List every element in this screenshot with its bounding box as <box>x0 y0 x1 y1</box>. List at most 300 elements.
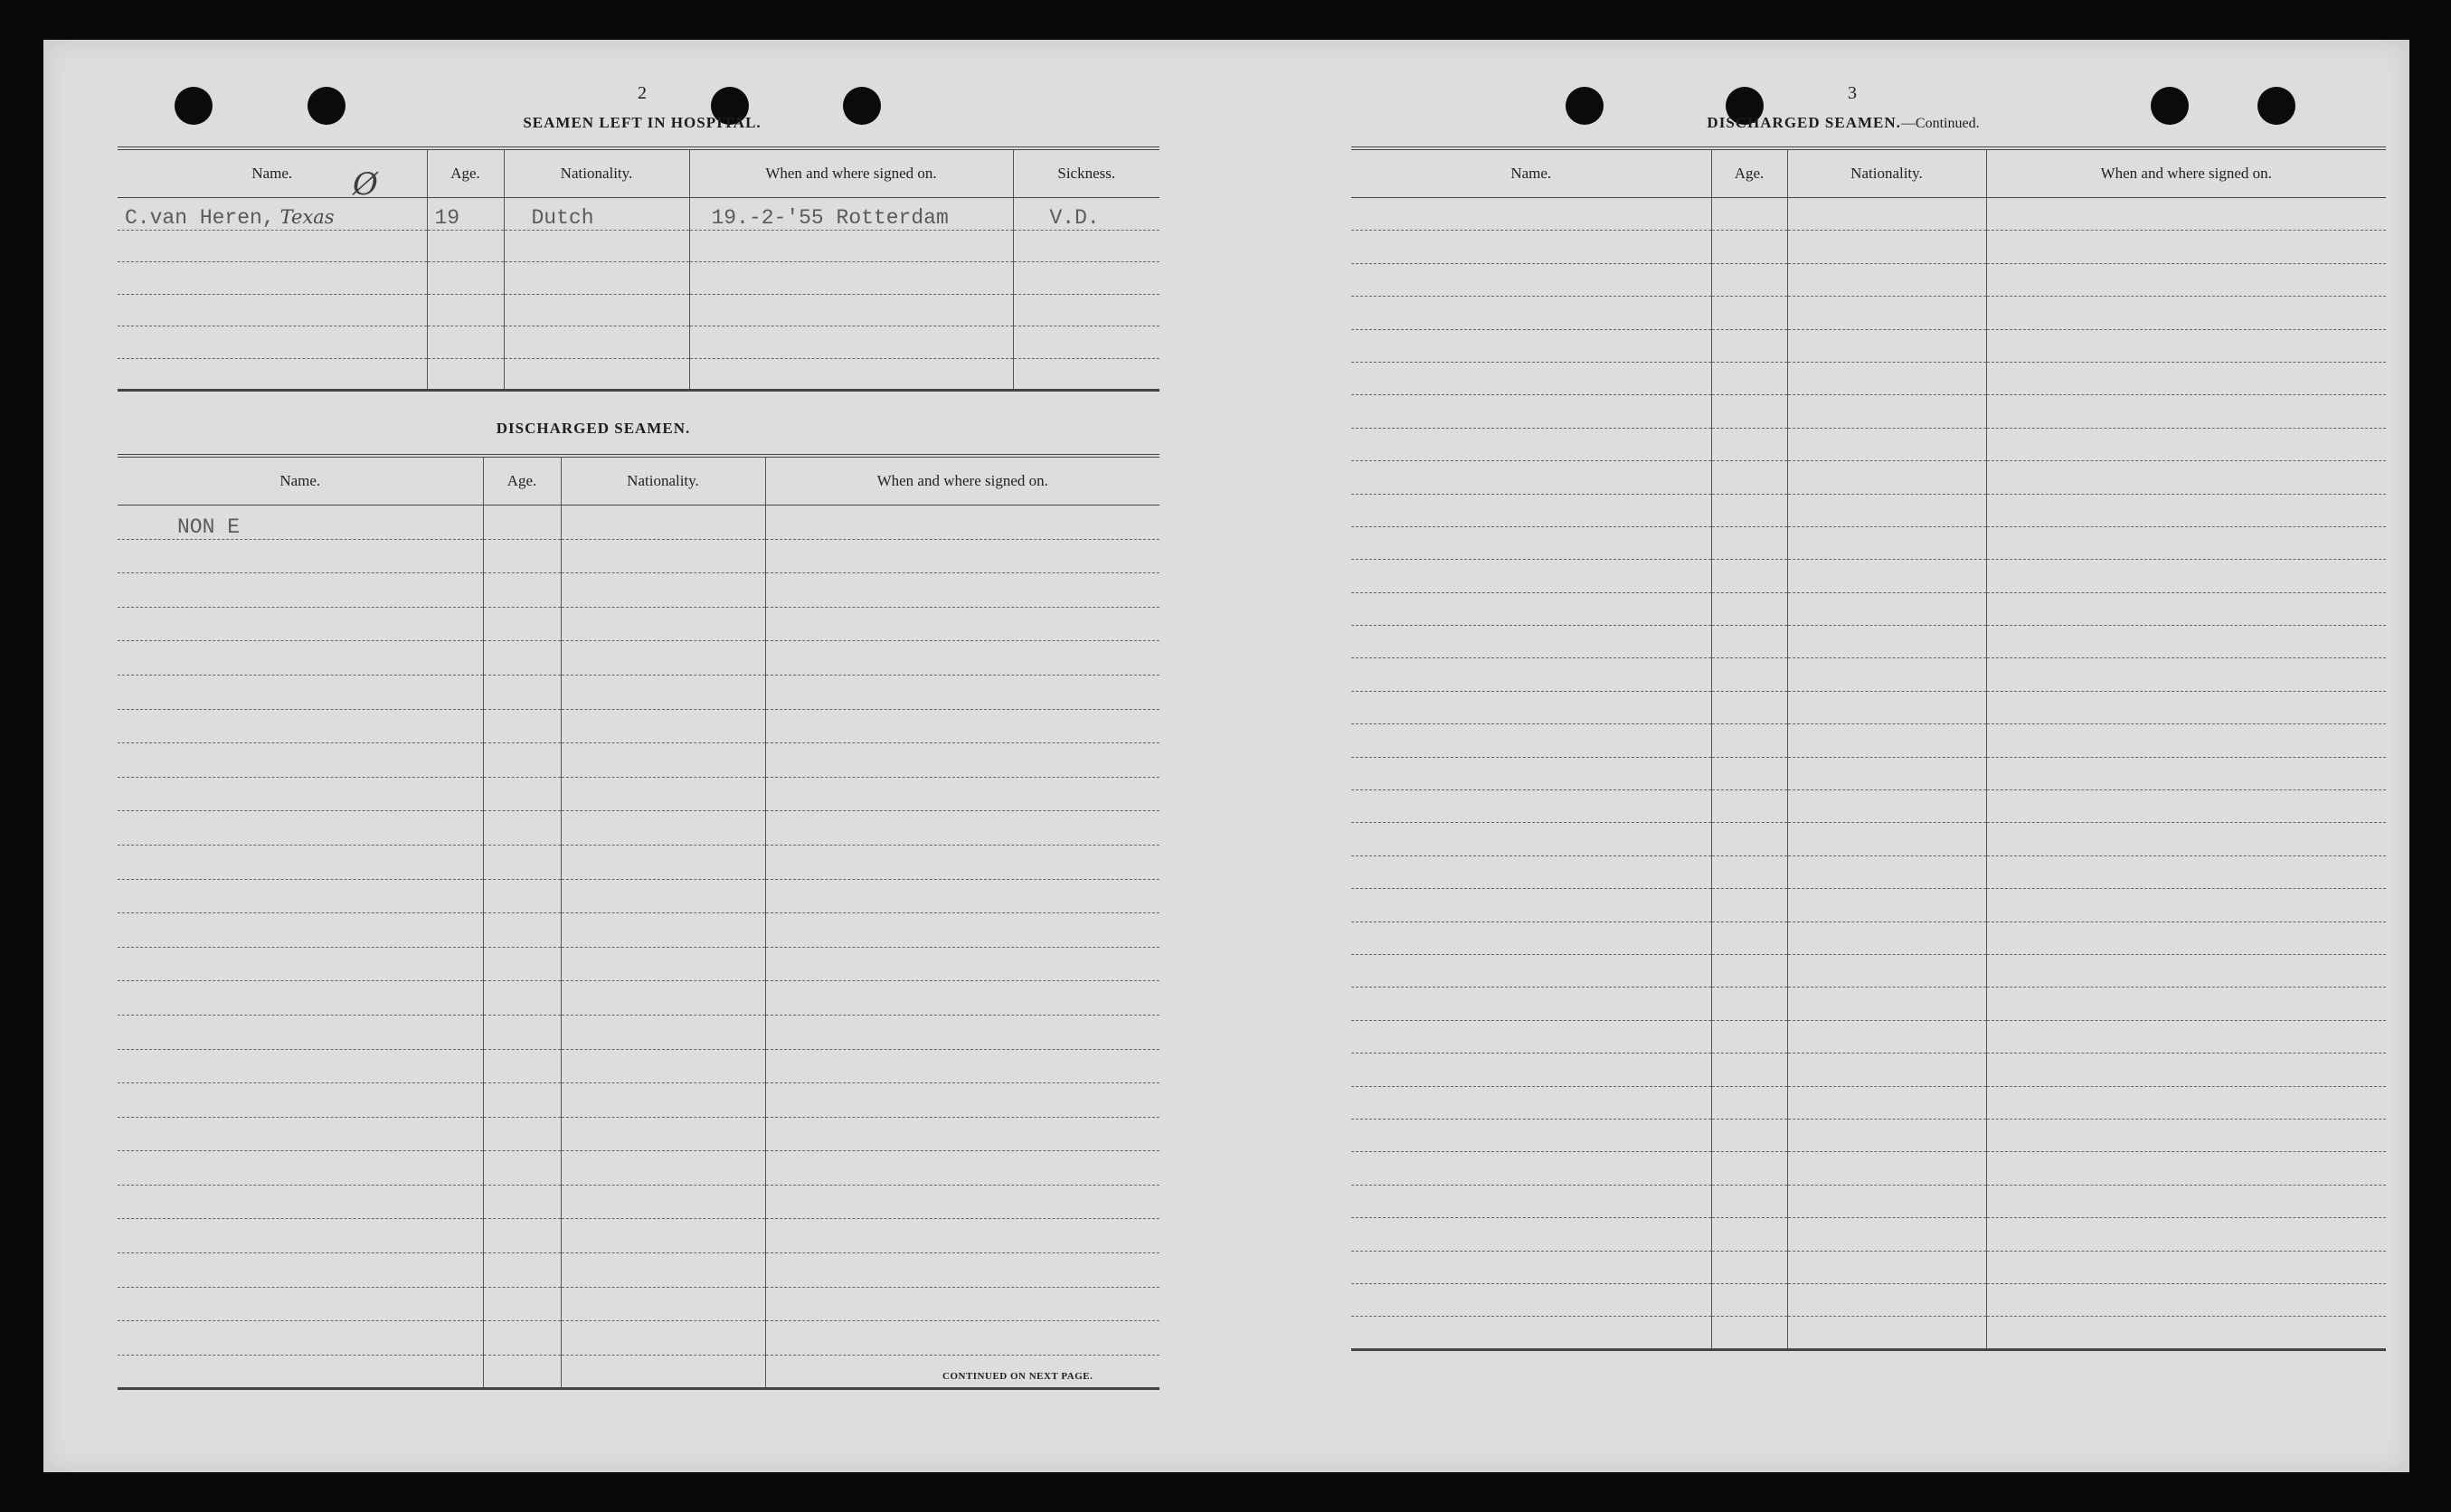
seaman-nationality <box>561 845 765 879</box>
seaman-signed-on <box>765 709 1159 743</box>
seaman-name <box>118 1117 483 1151</box>
seaman-nationality <box>561 1117 765 1151</box>
seaman-age <box>483 1219 561 1253</box>
seaman-signed-on <box>689 358 1013 391</box>
seaman-age <box>1711 855 1787 888</box>
seaman-name <box>118 1083 483 1118</box>
right-page <box>1226 40 2409 1472</box>
seaman-nationality <box>1787 889 1986 921</box>
seaman-nationality <box>561 539 765 573</box>
table-row <box>118 743 1159 778</box>
seaman-nationality <box>1787 1020 1986 1053</box>
seaman-signed-on <box>765 1083 1159 1118</box>
seaman-signed-on <box>1986 1054 2386 1086</box>
table-row <box>1351 428 2386 460</box>
table-row <box>1351 1152 2386 1185</box>
column-header-name: Name. <box>118 456 483 506</box>
seaman-age <box>1711 428 1787 460</box>
seaman-name <box>118 230 427 262</box>
seaman-name <box>118 1219 483 1253</box>
seaman-age <box>1711 1251 1787 1283</box>
seaman-nationality <box>1787 263 1986 296</box>
seaman-signed-on <box>1986 494 2386 526</box>
seaman-nationality <box>561 1151 765 1186</box>
table-row <box>1351 855 2386 888</box>
seaman-name <box>118 743 483 778</box>
seaman-nationality <box>1787 1152 1986 1185</box>
seaman-nationality <box>561 777 765 811</box>
seaman-signed-on <box>1986 1283 2386 1316</box>
table-row <box>118 358 1159 391</box>
table-row <box>1351 757 2386 789</box>
seaman-name <box>1351 1020 1711 1053</box>
table-row <box>118 1117 1159 1151</box>
column-header-nationality: Nationality. <box>561 456 765 506</box>
seaman-nationality <box>1787 461 1986 494</box>
seaman-name <box>118 1321 483 1356</box>
seaman-age <box>1711 691 1787 723</box>
seaman-sickness <box>1013 326 1159 359</box>
seaman-age <box>483 947 561 981</box>
seaman-age <box>1711 526 1787 559</box>
column-header-age: Age. <box>427 148 504 198</box>
column-header-sickness: Sickness. <box>1013 148 1159 198</box>
table-row <box>1351 954 2386 987</box>
seaman-nationality <box>1787 658 1986 691</box>
seaman-name <box>118 198 427 231</box>
seaman-name <box>1351 494 1711 526</box>
seaman-nationality <box>1787 790 1986 823</box>
seaman-signed-on <box>1986 724 2386 757</box>
seaman-signed-on <box>765 981 1159 1016</box>
table-row <box>1351 1283 2386 1316</box>
seaman-age <box>483 641 561 676</box>
seaman-age <box>483 879 561 913</box>
seaman-age <box>427 230 504 262</box>
seaman-signed-on <box>1986 560 2386 592</box>
table-row <box>118 1287 1159 1321</box>
seaman-name <box>1351 428 1711 460</box>
seaman-nationality <box>1787 526 1986 559</box>
table-row <box>1351 1054 2386 1086</box>
seaman-age <box>1711 329 1787 362</box>
column-header-name: Name. <box>1351 148 1711 198</box>
seaman-nationality <box>1787 626 1986 658</box>
table-row <box>1351 1020 2386 1053</box>
seaman-signed-on <box>1986 1152 2386 1185</box>
table-row <box>1351 1251 2386 1283</box>
seaman-nationality <box>561 641 765 676</box>
seaman-signed-on <box>765 506 1159 540</box>
seaman-signed-on <box>765 1117 1159 1151</box>
continued-note: CONTINUED ON NEXT PAGE. <box>942 1371 1093 1382</box>
seaman-nationality <box>1787 823 1986 855</box>
seaman-age <box>1711 1086 1787 1119</box>
seaman-signed-on <box>1986 1119 2386 1151</box>
seaman-signed-on <box>765 811 1159 846</box>
seaman-signed-on <box>765 947 1159 981</box>
table-row <box>118 262 1159 295</box>
seaman-age <box>483 981 561 1016</box>
seaman-nationality <box>1787 231 1986 263</box>
seaman-signed-on <box>1986 626 2386 658</box>
table-row <box>118 1185 1159 1219</box>
table-row <box>118 1321 1159 1356</box>
seaman-age <box>1711 724 1787 757</box>
seaman-nationality <box>1787 560 1986 592</box>
discharged-table <box>118 454 1159 1390</box>
seaman-age <box>1711 461 1787 494</box>
punch-hole <box>175 87 213 125</box>
seaman-signed-on <box>1986 297 2386 329</box>
seaman-name <box>1351 790 1711 823</box>
seaman-nationality <box>561 1015 765 1049</box>
seaman-name <box>118 981 483 1016</box>
seaman-name <box>1351 1185 1711 1217</box>
table-row <box>1351 626 2386 658</box>
table-row <box>118 641 1159 676</box>
seaman-name <box>118 607 483 641</box>
seaman-age <box>1711 1119 1787 1151</box>
table-row <box>1351 198 2386 231</box>
seaman-signed-on <box>1986 954 2386 987</box>
seaman-age <box>1711 395 1787 428</box>
seaman-name <box>1351 297 1711 329</box>
seaman-signed-on <box>1986 691 2386 723</box>
seaman-nationality: Dutch <box>504 198 689 231</box>
seaman-signed-on <box>1986 263 2386 296</box>
seaman-nationality <box>1787 1119 1986 1151</box>
seaman-nationality <box>1787 757 1986 789</box>
seaman-signed-on <box>1986 1251 2386 1283</box>
seaman-nationality <box>504 262 689 295</box>
seaman-age <box>1711 626 1787 658</box>
seaman-name <box>118 1355 483 1389</box>
manifest-sheet <box>43 40 2409 1472</box>
seaman-nationality <box>1787 1218 1986 1251</box>
seaman-nationality <box>561 947 765 981</box>
table-row <box>118 913 1159 948</box>
seaman-nationality <box>504 326 689 359</box>
seaman-signed-on <box>1986 889 2386 921</box>
seaman-signed-on <box>1986 1086 2386 1119</box>
column-header-nationality: Nationality. <box>1787 148 1986 198</box>
seaman-age <box>483 1117 561 1151</box>
seaman-signed-on <box>1986 329 2386 362</box>
hospital-table <box>118 146 1159 392</box>
seaman-name <box>118 1049 483 1083</box>
seaman-sickness <box>1013 230 1159 262</box>
seaman-age <box>427 358 504 391</box>
table-row <box>1351 231 2386 263</box>
seaman-name <box>1351 691 1711 723</box>
seaman-name <box>118 1185 483 1219</box>
seaman-name <box>118 573 483 608</box>
table-row <box>1351 691 2386 723</box>
seaman-signed-on: 19.-2-'55 Rotterdam <box>689 198 1013 231</box>
table-row <box>118 879 1159 913</box>
seaman-name <box>1351 855 1711 888</box>
seaman-name <box>1351 889 1711 921</box>
seaman-name <box>118 913 483 948</box>
seaman-signed-on <box>765 845 1159 879</box>
table-row <box>118 1015 1159 1049</box>
seaman-age <box>483 709 561 743</box>
seaman-signed-on <box>1986 658 2386 691</box>
seaman-name <box>1351 263 1711 296</box>
table-row <box>1351 921 2386 954</box>
seaman-age <box>483 845 561 879</box>
seaman-age <box>483 913 561 948</box>
seaman-name <box>1351 592 1711 625</box>
seaman-age <box>483 777 561 811</box>
seaman-name <box>1351 1317 1711 1349</box>
seaman-sickness: V.D. <box>1013 198 1159 231</box>
seaman-age <box>1711 297 1787 329</box>
seaman-age <box>483 1185 561 1219</box>
seaman-age <box>427 294 504 326</box>
seaman-name <box>1351 329 1711 362</box>
seaman-age <box>1711 1185 1787 1217</box>
seaman-signed-on <box>1986 855 2386 888</box>
seaman-signed-on <box>1986 461 2386 494</box>
seaman-name <box>1351 1152 1711 1185</box>
seaman-nationality <box>1787 395 1986 428</box>
seaman-age <box>483 675 561 709</box>
seaman-signed-on <box>1986 988 2386 1020</box>
seaman-age <box>1711 921 1787 954</box>
seaman-name <box>1351 954 1711 987</box>
table-row <box>1351 329 2386 362</box>
seaman-signed-on <box>765 539 1159 573</box>
seaman-name <box>1351 362 1711 394</box>
table-header <box>118 456 1159 506</box>
seaman-name <box>1351 461 1711 494</box>
table-row <box>1351 724 2386 757</box>
seaman-sickness <box>1013 294 1159 326</box>
seaman-sickness <box>1013 358 1159 391</box>
seaman-nationality <box>504 358 689 391</box>
seaman-nationality <box>561 743 765 778</box>
seaman-name <box>1351 921 1711 954</box>
seaman-nationality <box>561 1253 765 1288</box>
table-row <box>118 777 1159 811</box>
seaman-name <box>118 326 427 359</box>
table-row <box>118 675 1159 709</box>
table-row <box>1351 889 2386 921</box>
seaman-name <box>118 262 427 295</box>
seaman-nationality <box>1787 724 1986 757</box>
column-header-name: Name. <box>118 148 427 198</box>
seaman-age <box>1711 560 1787 592</box>
seaman-signed-on <box>689 262 1013 295</box>
seaman-name <box>1351 1086 1711 1119</box>
seaman-nationality <box>1787 1185 1986 1217</box>
seaman-signed-on <box>765 913 1159 948</box>
table-row <box>1351 560 2386 592</box>
punch-hole <box>308 87 345 125</box>
seaman-signed-on <box>1986 921 2386 954</box>
table-row <box>1351 1218 2386 1251</box>
table-row <box>118 294 1159 326</box>
left-page <box>43 40 1226 1472</box>
seaman-nationality <box>1787 297 1986 329</box>
seaman-age <box>483 1321 561 1356</box>
seaman-nationality <box>504 230 689 262</box>
seaman-nationality <box>1787 428 1986 460</box>
seaman-signed-on <box>765 1185 1159 1219</box>
table-row <box>1351 790 2386 823</box>
seaman-age <box>1711 1020 1787 1053</box>
seaman-nationality <box>561 573 765 608</box>
seaman-signed-on <box>1986 526 2386 559</box>
seaman-name <box>118 1287 483 1321</box>
seaman-age <box>1711 263 1787 296</box>
table-row <box>1351 1185 2386 1217</box>
seaman-nationality <box>1787 1317 1986 1349</box>
table-row <box>1351 297 2386 329</box>
seaman-age <box>483 539 561 573</box>
seaman-age <box>1711 988 1787 1020</box>
seaman-signed-on <box>765 1253 1159 1288</box>
table-row <box>118 947 1159 981</box>
seaman-age <box>1711 494 1787 526</box>
seaman-nationality <box>561 709 765 743</box>
seaman-age: 19 <box>427 198 504 231</box>
table-row <box>118 709 1159 743</box>
seaman-age <box>1711 1054 1787 1086</box>
seaman-name <box>118 777 483 811</box>
seaman-nationality <box>504 294 689 326</box>
seaman-signed-on <box>1986 823 2386 855</box>
continued-suffix: —Continued. <box>1900 116 1980 131</box>
table-row <box>118 811 1159 846</box>
seaman-signed-on <box>1986 428 2386 460</box>
column-header-age: Age. <box>483 456 561 506</box>
seaman-signed-on <box>765 879 1159 913</box>
seaman-name <box>118 1253 483 1288</box>
seaman-name <box>118 675 483 709</box>
seaman-nationality <box>561 1321 765 1356</box>
seaman-nationality <box>561 506 765 540</box>
table-row <box>1351 988 2386 1020</box>
seaman-name <box>1351 658 1711 691</box>
seaman-age <box>483 743 561 778</box>
seaman-signed-on <box>765 1321 1159 1356</box>
column-header-nationality: Nationality. <box>504 148 689 198</box>
table-row <box>1351 823 2386 855</box>
seaman-nationality <box>561 1049 765 1083</box>
seaman-age <box>483 1287 561 1321</box>
table-row <box>1351 395 2386 428</box>
seaman-nationality <box>561 1185 765 1219</box>
seaman-age <box>427 262 504 295</box>
table-row <box>1351 494 2386 526</box>
seaman-name <box>118 539 483 573</box>
seaman-nationality <box>1787 1054 1986 1086</box>
seaman-name: NON E <box>118 506 483 540</box>
seaman-name <box>118 1015 483 1049</box>
seaman-name <box>118 845 483 879</box>
seaman-signed-on <box>1986 790 2386 823</box>
table-row <box>1351 658 2386 691</box>
table-row <box>1351 592 2386 625</box>
seaman-age <box>1711 198 1787 231</box>
seaman-age <box>483 1015 561 1049</box>
seaman-age <box>483 1355 561 1389</box>
seaman-age <box>1711 658 1787 691</box>
seaman-age <box>483 506 561 540</box>
seaman-nationality <box>1787 1251 1986 1283</box>
seaman-sickness <box>1013 262 1159 295</box>
table-row <box>1351 1317 2386 1349</box>
seaman-age <box>1711 823 1787 855</box>
seaman-signed-on <box>765 1151 1159 1186</box>
table-row <box>118 607 1159 641</box>
seaman-nationality <box>1787 954 1986 987</box>
seaman-age <box>483 1083 561 1118</box>
seaman-signed-on <box>1986 1317 2386 1349</box>
seaman-nationality <box>1787 1086 1986 1119</box>
table-row <box>118 506 1159 540</box>
seaman-signed-on <box>1986 395 2386 428</box>
seaman-age <box>1711 362 1787 394</box>
column-header-age: Age. <box>1711 148 1787 198</box>
seaman-nationality <box>561 1287 765 1321</box>
table-header <box>1351 148 2386 198</box>
seaman-signed-on <box>1986 198 2386 231</box>
seaman-nationality <box>561 675 765 709</box>
page-number: 2 <box>638 83 647 103</box>
seaman-name <box>118 709 483 743</box>
page-number: 3 <box>1848 83 1857 103</box>
seaman-age <box>1711 954 1787 987</box>
table-row <box>118 1253 1159 1288</box>
punch-hole <box>843 87 881 125</box>
seaman-name <box>1351 198 1711 231</box>
seaman-signed-on <box>765 1015 1159 1049</box>
seaman-name <box>1351 626 1711 658</box>
seaman-signed-on <box>765 743 1159 778</box>
seaman-nationality <box>1787 691 1986 723</box>
seaman-signed-on <box>765 573 1159 608</box>
seaman-nationality <box>561 607 765 641</box>
seaman-name <box>1351 1119 1711 1151</box>
seaman-name <box>1351 757 1711 789</box>
seaman-age <box>483 607 561 641</box>
seaman-name <box>118 879 483 913</box>
discharged-continued-title-text: DISCHARGED SEAMEN. <box>1707 114 1901 131</box>
table-row <box>118 1219 1159 1253</box>
seaman-nationality <box>1787 329 1986 362</box>
seaman-nationality <box>561 981 765 1016</box>
table-row <box>1351 362 2386 394</box>
punch-hole <box>2257 87 2295 125</box>
seaman-nationality <box>561 1083 765 1118</box>
seaman-name <box>1351 1054 1711 1086</box>
seaman-signed-on <box>689 326 1013 359</box>
seaman-name <box>1351 395 1711 428</box>
seaman-nationality <box>1787 1283 1986 1316</box>
seaman-nationality <box>561 1219 765 1253</box>
discharged-continued-title <box>1653 114 2033 132</box>
seaman-nationality <box>561 1355 765 1389</box>
table-header <box>118 148 1159 198</box>
column-header-signed-on: When and where signed on. <box>1986 148 2386 198</box>
hospital-section-title: SEAMEN LEFT IN HOSPITAL. <box>523 114 762 131</box>
seaman-signed-on <box>1986 1185 2386 1217</box>
seaman-name <box>1351 1283 1711 1316</box>
